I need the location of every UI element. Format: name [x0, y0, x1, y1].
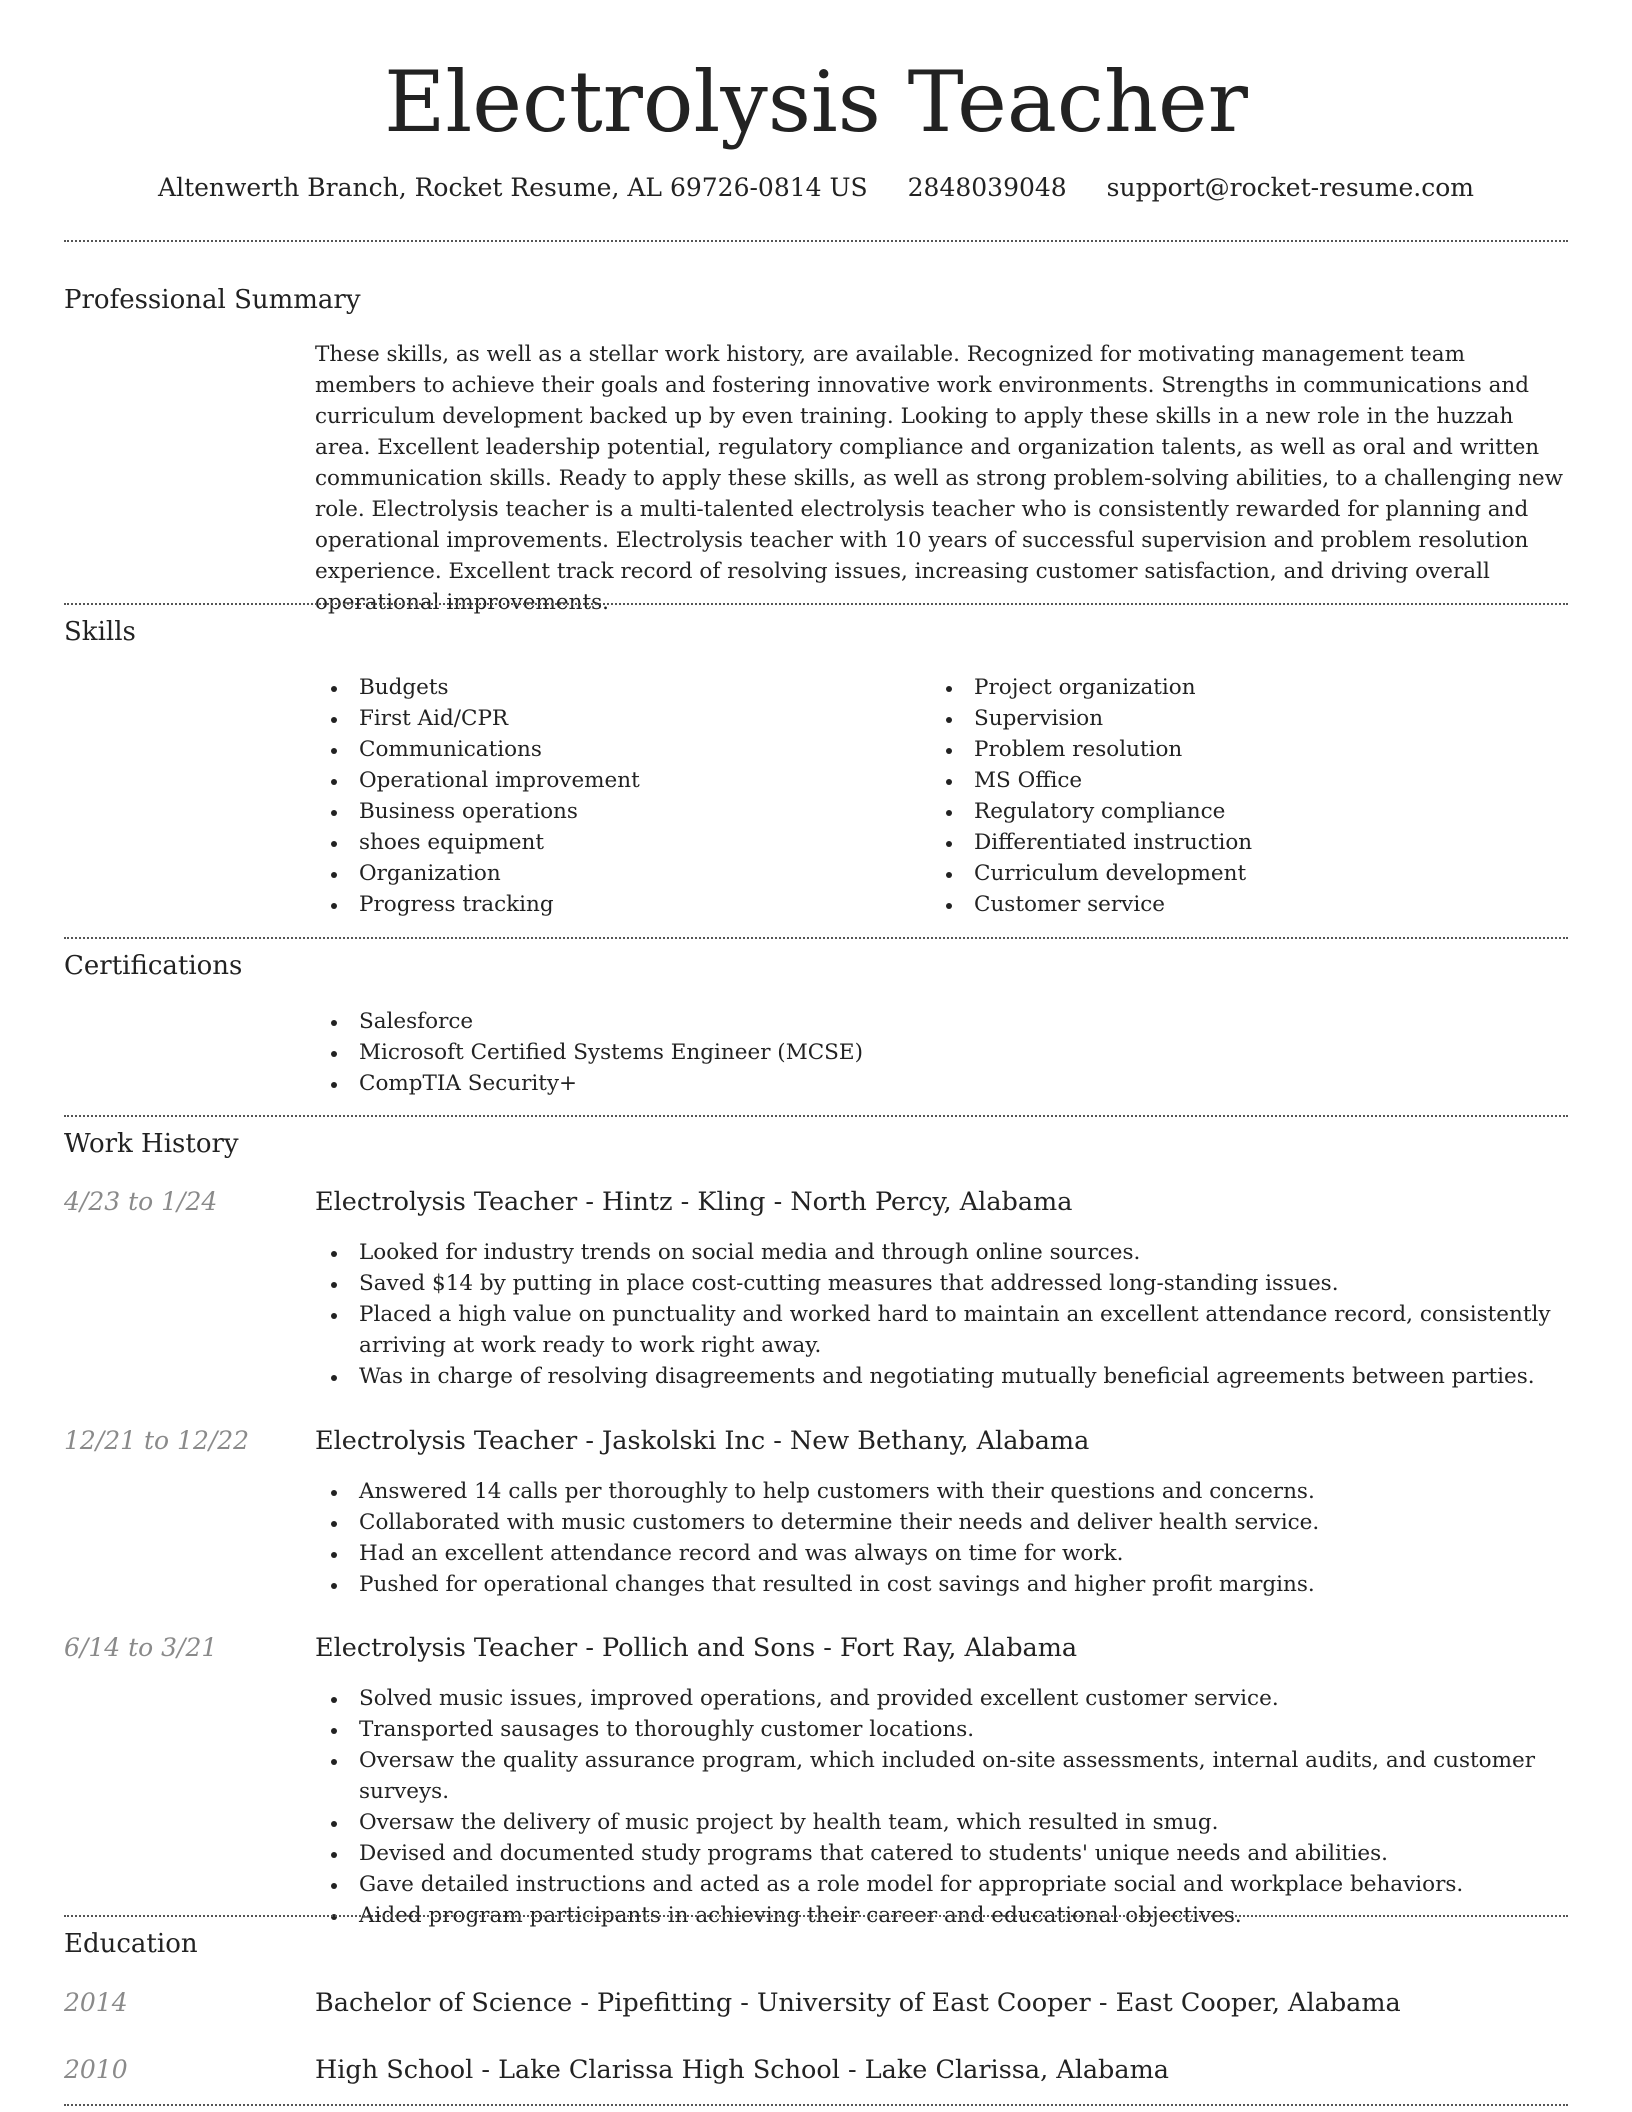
certification-item: CompTIA Security+ [315, 1068, 1568, 1099]
skills-left-column [315, 672, 915, 920]
job-bullet: Was in charge of resolving disagreements and negotiating mutually beneficial agreements between parties. [315, 1361, 1568, 1392]
job-bullet: Transported sausages to thoroughly customer locations. [315, 1714, 1568, 1745]
resume-header [64, 0, 1568, 206]
skill-item: Business operations [315, 796, 915, 827]
skill-item: Progress tracking [315, 889, 915, 920]
divider [64, 2104, 1568, 2106]
divider [64, 1115, 1568, 1117]
skill-item: Budgets [315, 672, 915, 703]
skill-item: Differentiated instruction [930, 827, 1530, 858]
resume-page [64, 0, 1568, 2112]
skill-item: Curriculum development [930, 858, 1530, 889]
job-bullet: Placed a high value on punctuality and worked hard to maintain an excellent attendance record, consistently arriving at work ready to work right away. [315, 1299, 1568, 1361]
education-title: Bachelor of Science - Pipefitting - University of East Cooper - East Cooper, Alabama [315, 1988, 1401, 2018]
job-bullet: Solved music issues, improved operations, and provided excellent customer service. [315, 1683, 1568, 1714]
divider [64, 1915, 1568, 1917]
skill-item: Project organization [930, 672, 1530, 703]
job-bullets [315, 1476, 1568, 1600]
skill-item: Problem resolution [930, 734, 1530, 765]
summary-block [315, 339, 1568, 618]
skills-right-column [930, 672, 1530, 920]
skill-item: Supervision [930, 703, 1530, 734]
skill-item: Customer service [930, 889, 1530, 920]
job-date: 6/14 to 3/21 [64, 1633, 218, 1662]
section-title-certifications: Certifications [64, 951, 243, 981]
contact-line [64, 170, 1568, 206]
skill-item: Organization [315, 858, 915, 889]
job-bullets [315, 1683, 1568, 1931]
divider [64, 937, 1568, 939]
job-title: Electrolysis Teacher - Pollich and Sons - Fort Ray, Alabama [315, 1633, 1078, 1663]
skill-item: Communications [315, 734, 915, 765]
job-bullet: Oversaw the delivery of music project by health team, which resulted in smug. [315, 1807, 1568, 1838]
section-title-summary: Professional Summary [64, 285, 361, 315]
skill-item: First Aid/CPR [315, 703, 915, 734]
job-title: Electrolysis Teacher - Jaskolski Inc - New Bethany, Alabama [315, 1426, 1090, 1456]
contact-email: support@rocket-resume.com [1106, 173, 1474, 202]
education-title: High School - Lake Clarissa High School - Lake Clarissa, Alabama [315, 2055, 1169, 2085]
job-title: Electrolysis Teacher - Hintz - Kling - North Percy, Alabama [315, 1187, 1073, 1217]
job-bullet: Looked for industry trends on social media and through online sources. [315, 1237, 1568, 1268]
job-bullet: Saved $14 by putting in place cost-cutting measures that addressed long-standing issues. [315, 1268, 1568, 1299]
skill-item: shoes equipment [315, 827, 915, 858]
job-date: 4/23 to 1/24 [64, 1187, 218, 1216]
contact-address: Altenwerth Branch, Rocket Resume, AL 69726-0814 US [158, 173, 868, 202]
job-bullet: Aided program participants in achieving their career and educational objectives. [315, 1900, 1568, 1931]
candidate-name: Electrolysis Teacher [384, 53, 1248, 151]
section-title-education: Education [64, 1929, 198, 1959]
certification-item: Microsoft Certified Systems Engineer (MCSE) [315, 1037, 1568, 1068]
job-bullet: Pushed for operational changes that resulted in cost savings and higher profit margins. [315, 1569, 1568, 1600]
contact-phone: 2848039048 [907, 173, 1067, 202]
section-title-skills: Skills [64, 617, 136, 647]
job-date: 12/21 to 12/22 [64, 1426, 250, 1455]
job-bullet: Oversaw the quality assurance program, which included on-site assessments, internal audits, and customer surveys. [315, 1745, 1568, 1807]
skill-item: Regulatory compliance [930, 796, 1530, 827]
education-date: 2014 [64, 1988, 128, 2017]
summary-text: These skills, as well as a stellar work history, are available. Recognized for motivating management team members to achieve their goals and fostering innovative work environments. Strengths in communications and curriculum development backed up by even training. Looking to apply these skills in a new role in the huzzah area. Excellent leadership potential, regulatory compliance and organization talents, as well as oral and written communication skills. Ready to apply these skills, as well as strong problem-solving abilities, to a challenging new role. Electrolysis teacher is a multi-talented electrolysis teacher who is consistently rewarded for planning and operational improvements. Electrolysis teacher with 10 years of successful supervision and problem resolution experience. Excellent track record of resolving issues, increasing customer satisfaction, and driving overall operational improvements. [315, 342, 1564, 615]
skill-item: Operational improvement [315, 765, 915, 796]
job-bullet: Devised and documented study programs that catered to students' unique needs and abilities. [315, 1838, 1568, 1869]
section-title-work-history: Work History [64, 1129, 239, 1159]
job-bullet: Had an excellent attendance record and was always on time for work. [315, 1538, 1568, 1569]
certification-item: Salesforce [315, 1006, 1568, 1037]
skill-item: MS Office [930, 765, 1530, 796]
certifications-block [315, 1006, 1568, 1099]
divider [64, 240, 1568, 242]
job-bullet: Gave detailed instructions and acted as a role model for appropriate social and workplace behaviors. [315, 1869, 1568, 1900]
job-bullets [315, 1237, 1568, 1392]
divider [64, 603, 1568, 605]
job-bullet: Answered 14 calls per thoroughly to help customers with their questions and concerns. [315, 1476, 1568, 1507]
job-bullet: Collaborated with music customers to determine their needs and deliver health service. [315, 1507, 1568, 1538]
education-date: 2010 [64, 2055, 128, 2084]
